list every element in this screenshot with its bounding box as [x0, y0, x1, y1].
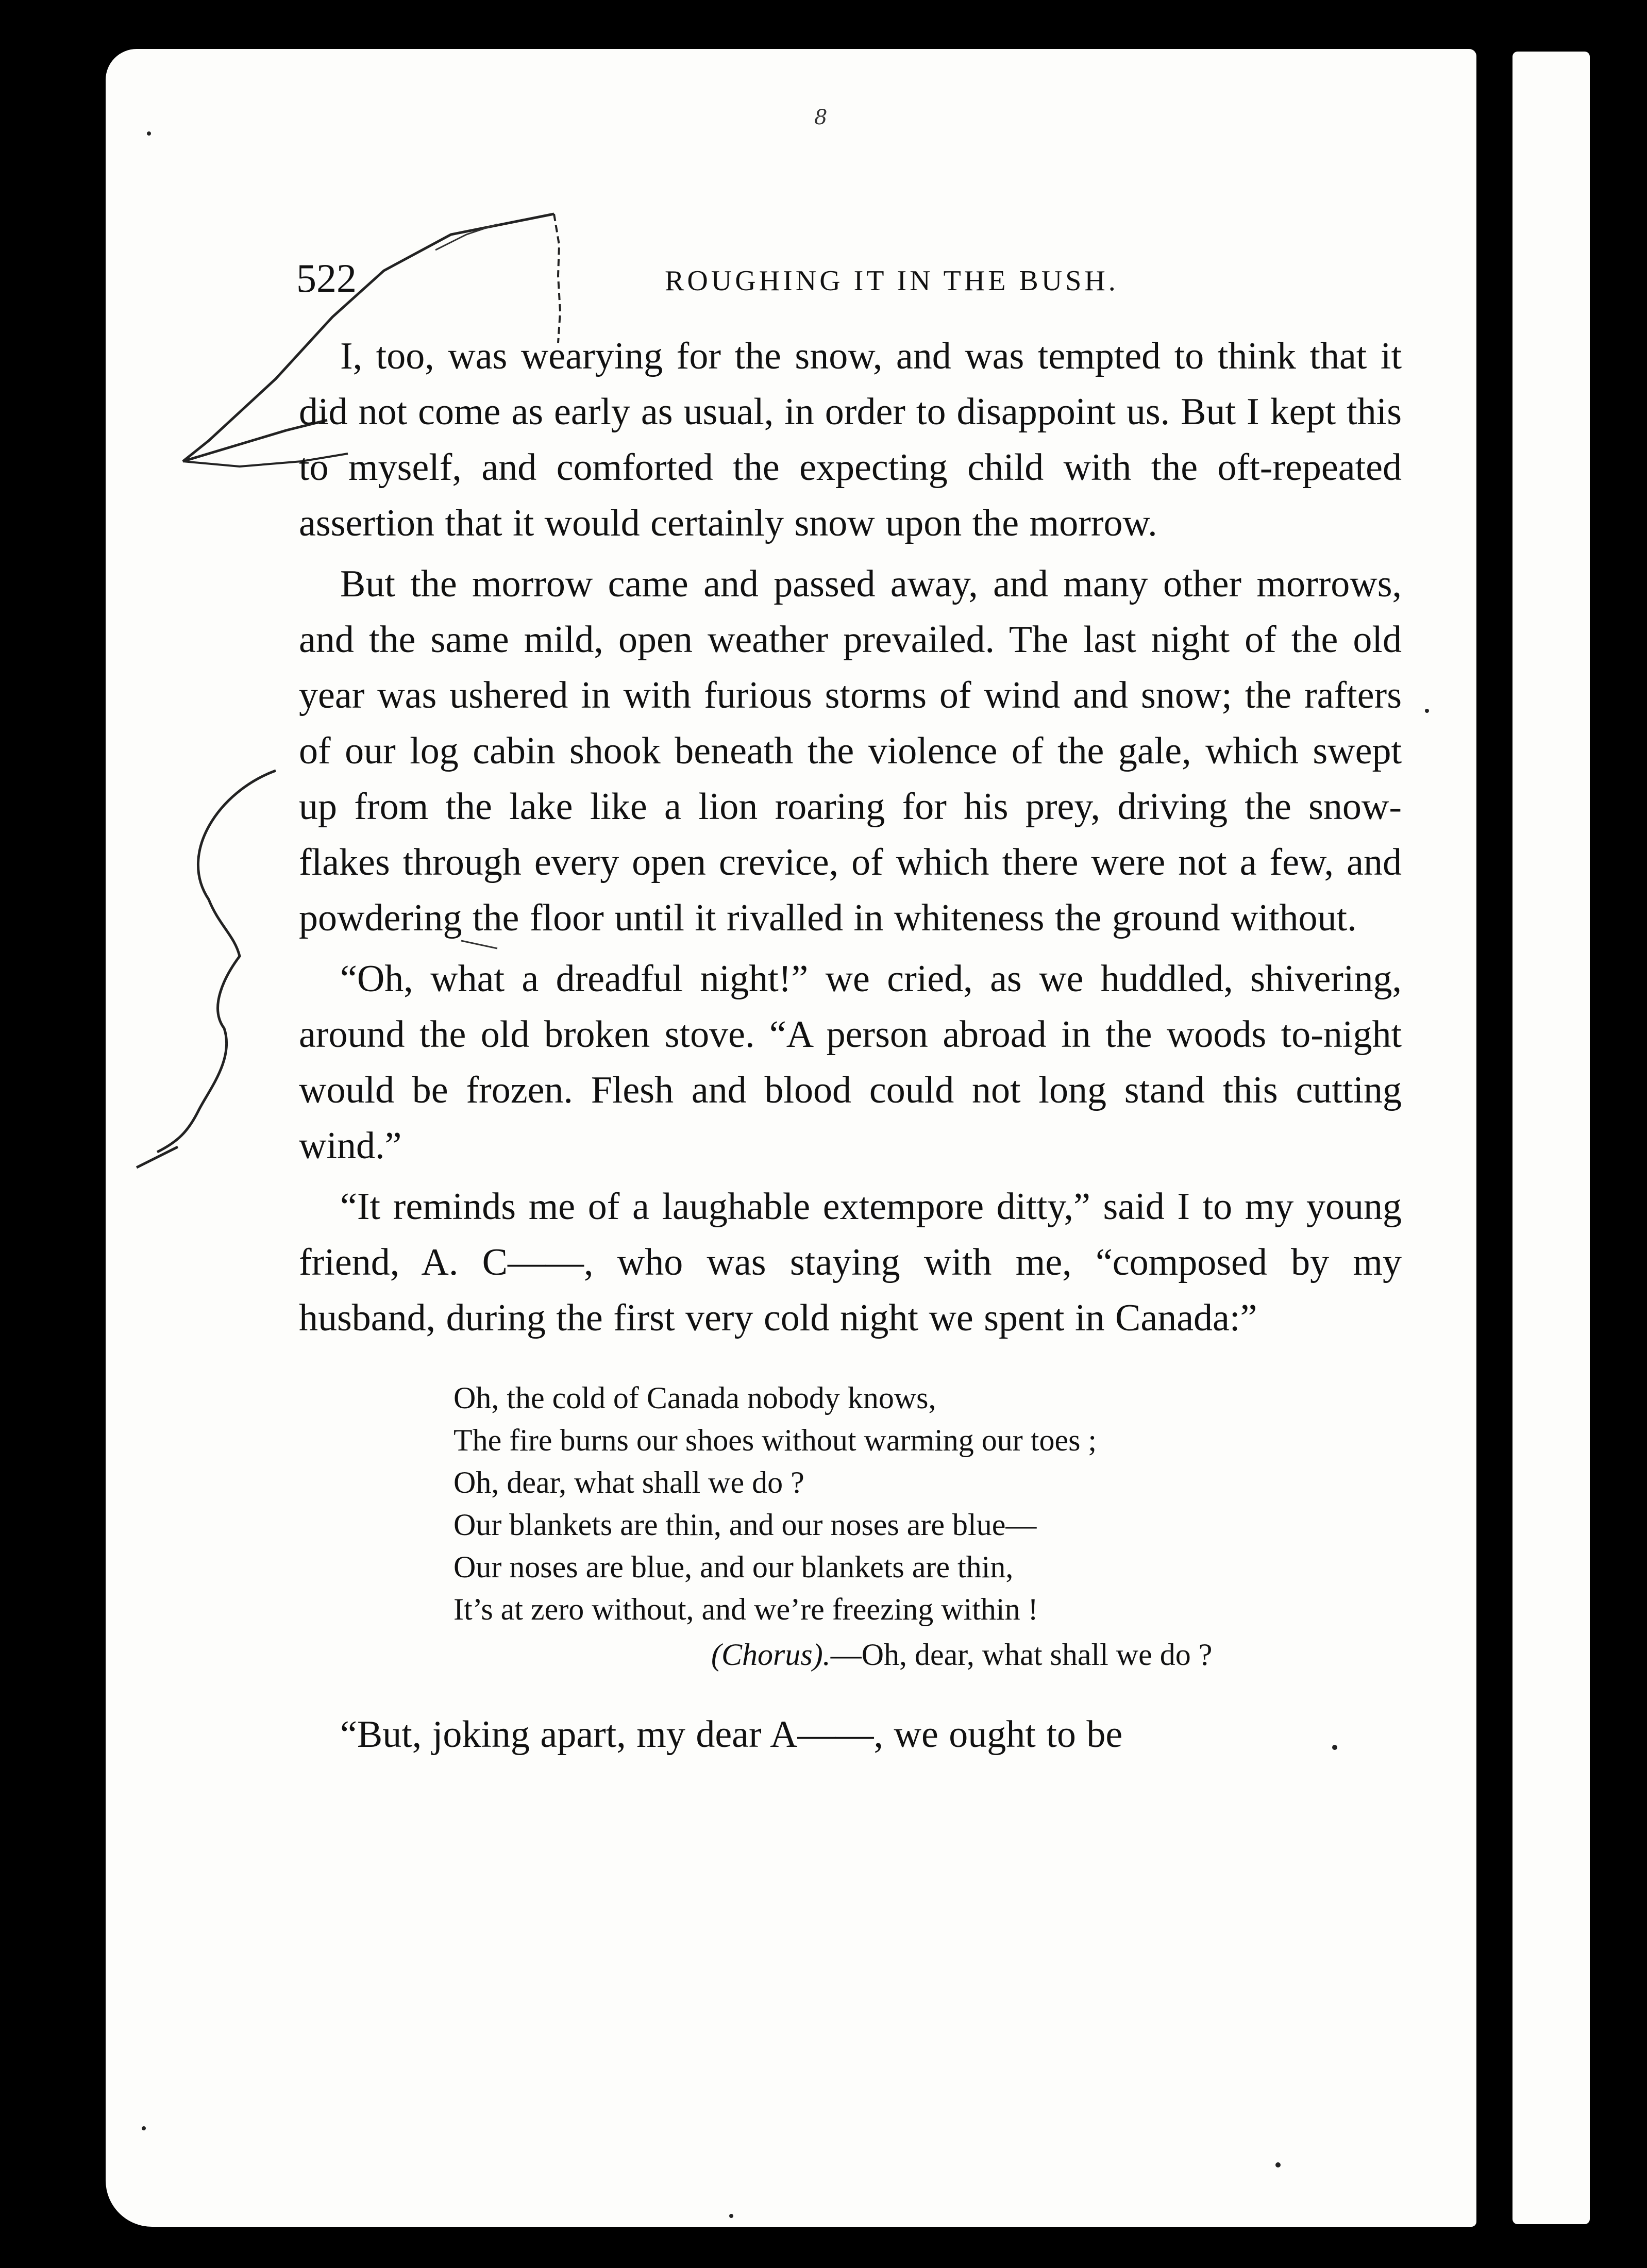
poem — [453, 1377, 1402, 1676]
poem-line: Oh, the cold of Canada nobody knows, — [453, 1381, 936, 1415]
poem-line: It’s at zero without, and we’re freezing within ! — [453, 1592, 1038, 1626]
book-page — [106, 49, 1476, 2227]
paragraph: But the morrow came and passed away, and many other morrows, and the same mild, open weather prevailed. The last night of the old year was ushered in with furious storms of wind and snow; the rafters of our log cabin shook beneath the violence of the gale, which swept up from the lake like a lion roaring for his prey, driving the snow-flakes through every open crevice, of which there were not a few, and powdering the floor until it rivalled in whiteness the ground without. — [299, 563, 1402, 939]
paragraph: “But, joking apart, my dear A——, we ought to be — [340, 1713, 1123, 1756]
speck — [147, 131, 151, 136]
paragraph: I, too, was wearying for the snow, and was tempted to think that it did not come as early as usual, in order to disappoint us. But I kept this to myself, and comforted the expecting child with the oft-repeated assertion that it would certainly snow upon the morrow. — [299, 335, 1402, 544]
poem-line: Our noses are blue, and our blankets are thin, — [453, 1550, 1014, 1584]
speck — [142, 2126, 146, 2130]
poem-chorus — [711, 1633, 1402, 1676]
speck — [1425, 709, 1429, 713]
body-text — [299, 328, 1402, 1767]
poem-line: The fire burns our shoes without warming our toes ; — [453, 1423, 1097, 1457]
page-mark: 8 — [814, 106, 828, 129]
paragraph: “It reminds me of a laughable extempore ditty,” said I to my young friend, A. C——, who was staying with me, “composed by my husband, during the first very cold night we spent in Canada:” — [299, 1186, 1402, 1339]
speck — [1332, 1745, 1337, 1750]
speck — [729, 2214, 733, 2218]
running-title: ROUGHING IT IN THE BUSH. — [665, 265, 1119, 297]
page-number: 522 — [296, 256, 357, 301]
poem-line: Oh, dear, what shall we do ? — [453, 1465, 804, 1499]
speck — [1275, 2162, 1281, 2167]
page-header — [296, 255, 1430, 302]
paragraph: “Oh, what a dreadful night!” we cried, as we huddled, shivering, around the old broken stove. “A person abroad in the woods to-night would be frozen. Flesh and blood could not long stand this cutting wind.” — [299, 958, 1402, 1167]
poem-line: Our blankets are thin, and our noses are blue— — [453, 1508, 1037, 1542]
chorus-label: (Chorus). — [711, 1638, 831, 1672]
next-page-edge — [1512, 52, 1590, 2224]
chorus-text: —Oh, dear, what shall we do ? — [830, 1638, 1213, 1672]
